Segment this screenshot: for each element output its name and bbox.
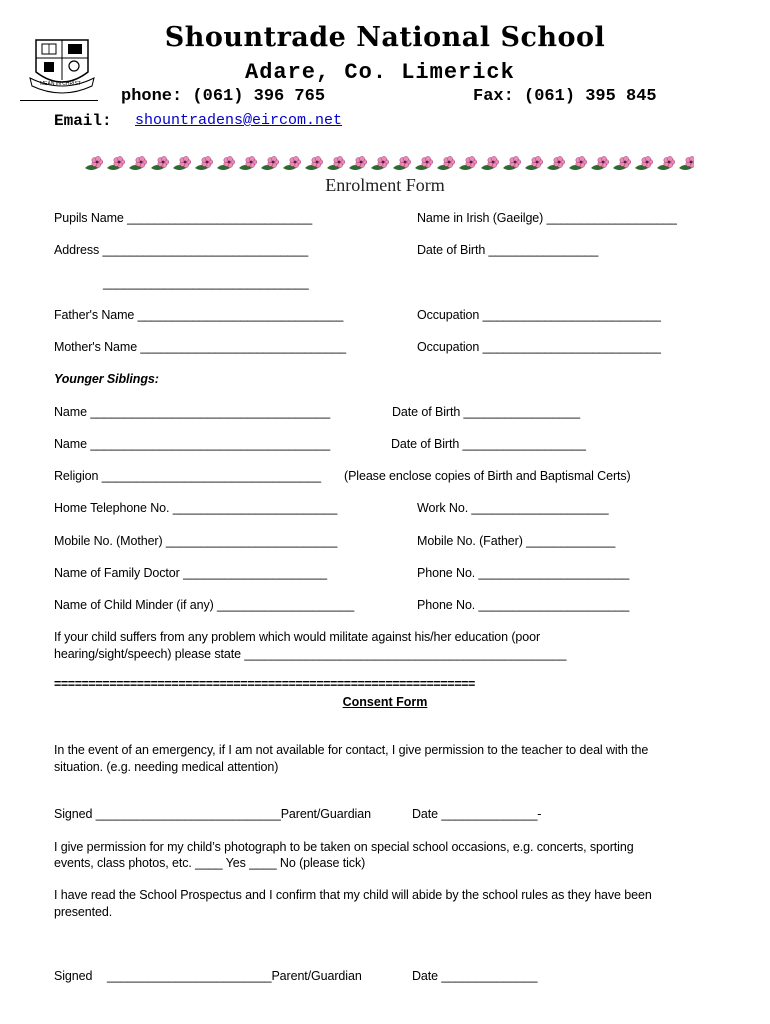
flower-icon <box>349 156 367 170</box>
flower-icon <box>525 156 543 170</box>
fathers-occupation-field[interactable]: Occupation __________________________ <box>417 308 661 322</box>
flower-icon <box>305 156 323 170</box>
consent-form-title: Consent Form <box>342 695 428 709</box>
signed-label-2: Signed <box>54 969 93 983</box>
mobile-father-field[interactable]: Mobile No. (Father) _____________ <box>417 534 616 548</box>
signed-parent-field-1[interactable]: Signed ___________________________Parent/Guardian <box>54 807 371 821</box>
emergency-statement-line2: situation. (e.g. needing medical attention) <box>54 760 279 774</box>
mobile-mother-field[interactable]: Mobile No. (Mother) _________________________ <box>54 534 338 548</box>
flower-icon <box>107 156 125 170</box>
religion-note: (Please enclose copies of Birth and Baptismal Certs) <box>344 469 631 483</box>
younger-siblings-heading: Younger Siblings: <box>54 372 159 386</box>
flower-icon <box>679 156 694 170</box>
flower-icon <box>635 156 653 170</box>
mothers-occupation-field[interactable]: Occupation __________________________ <box>417 340 661 354</box>
school-name-title: Shountrade National School <box>164 22 606 53</box>
date-field-1[interactable]: Date ______________- <box>412 807 542 821</box>
flower-icon <box>85 156 103 170</box>
family-doctor-field[interactable]: Name of Family Doctor _____________________ <box>54 566 327 580</box>
flower-icon <box>657 156 675 170</box>
sibling2-name-field[interactable]: Name ___________________________________ <box>54 437 331 451</box>
school-fax: Fax: (061) 395 845 <box>473 87 657 106</box>
flower-icon <box>459 156 477 170</box>
emergency-statement-line1: In the event of an emergency, if I am not available for contact, I give permission to the teacher to deal with the <box>54 743 649 757</box>
prospectus-statement-line1: I have read the School Prospectus and I confirm that my child will abide by the school rules as they have been <box>54 888 652 902</box>
flower-icon <box>547 156 565 170</box>
flower-icon <box>261 156 279 170</box>
address-line2-field[interactable]: ______________________________ <box>103 276 309 290</box>
email-link[interactable]: shountradens@eircom.net <box>135 112 343 129</box>
flower-icon <box>239 156 257 170</box>
photo-permission-choice[interactable]: events, class photos, etc. ____ Yes ____ No (please tick) <box>54 856 366 870</box>
mothers-name-field[interactable]: Mother's Name ______________________________ <box>54 340 346 354</box>
prospectus-statement-line2: presented. <box>54 905 113 919</box>
flower-icon <box>613 156 631 170</box>
flower-icon <box>195 156 213 170</box>
email-label: Email: <box>54 112 112 130</box>
school-address: Adare, Co. Limerick <box>245 60 515 85</box>
logo-banner-text: MEAN IN CHRIST <box>40 81 81 87</box>
sibling1-name-field[interactable]: Name ___________________________________ <box>54 405 331 419</box>
flower-icon <box>503 156 521 170</box>
signed-parent-field-2[interactable]: ________________________Parent/Guardian <box>107 969 362 983</box>
home-telephone-field[interactable]: Home Telephone No. ________________________ <box>54 501 338 515</box>
flower-icon <box>371 156 389 170</box>
problem-question-line1: If your child suffers from any problem which would militate against his/her education (poor <box>54 630 541 644</box>
flower-icon <box>217 156 235 170</box>
date-field-2[interactable]: Date ______________ <box>412 969 538 983</box>
flower-icon <box>151 156 169 170</box>
flower-icon <box>173 156 191 170</box>
flower-icon <box>393 156 411 170</box>
flower-icon <box>481 156 499 170</box>
flower-icon <box>591 156 609 170</box>
flower-icon <box>415 156 433 170</box>
sibling1-dob-field[interactable]: Date of Birth _________________ <box>392 405 581 419</box>
work-number-field[interactable]: Work No. ____________________ <box>417 501 609 515</box>
problem-question-field[interactable]: hearing/sight/speech) please state _______________________________________________ <box>54 647 567 661</box>
name-irish-field[interactable]: Name in Irish (Gaeilge) ___________________ <box>417 211 677 225</box>
pupils-name-field[interactable]: Pupils Name ___________________________ <box>54 211 313 225</box>
child-minder-field[interactable]: Name of Child Minder (if any) ____________________ <box>54 598 355 612</box>
school-phone: phone: (061) 396 765 <box>121 87 326 106</box>
flower-icon <box>327 156 345 170</box>
religion-field[interactable]: Religion ________________________________ <box>54 469 322 483</box>
flower-icon <box>129 156 147 170</box>
address-field[interactable]: Address ______________________________ <box>54 243 309 257</box>
date-of-birth-field[interactable]: Date of Birth ________________ <box>417 243 599 257</box>
flower-border-divider <box>84 154 694 174</box>
flower-icon <box>283 156 301 170</box>
form-title: Enrolment Form <box>325 175 445 195</box>
flower-icon <box>569 156 587 170</box>
flower-icon <box>437 156 455 170</box>
fathers-name-field[interactable]: Father's Name ______________________________ <box>54 308 344 322</box>
doctor-phone-field[interactable]: Phone No. ______________________ <box>417 566 630 580</box>
section-separator: ============================================================= <box>54 677 475 691</box>
photo-permission-line1: I give permission for my child’s photograph to be taken on special school occasions, e.g. concerts, sporting <box>54 840 634 854</box>
sibling2-dob-field[interactable]: Date of Birth __________________ <box>391 437 586 451</box>
logo-underline <box>20 100 98 101</box>
minder-phone-field[interactable]: Phone No. ______________________ <box>417 598 630 612</box>
